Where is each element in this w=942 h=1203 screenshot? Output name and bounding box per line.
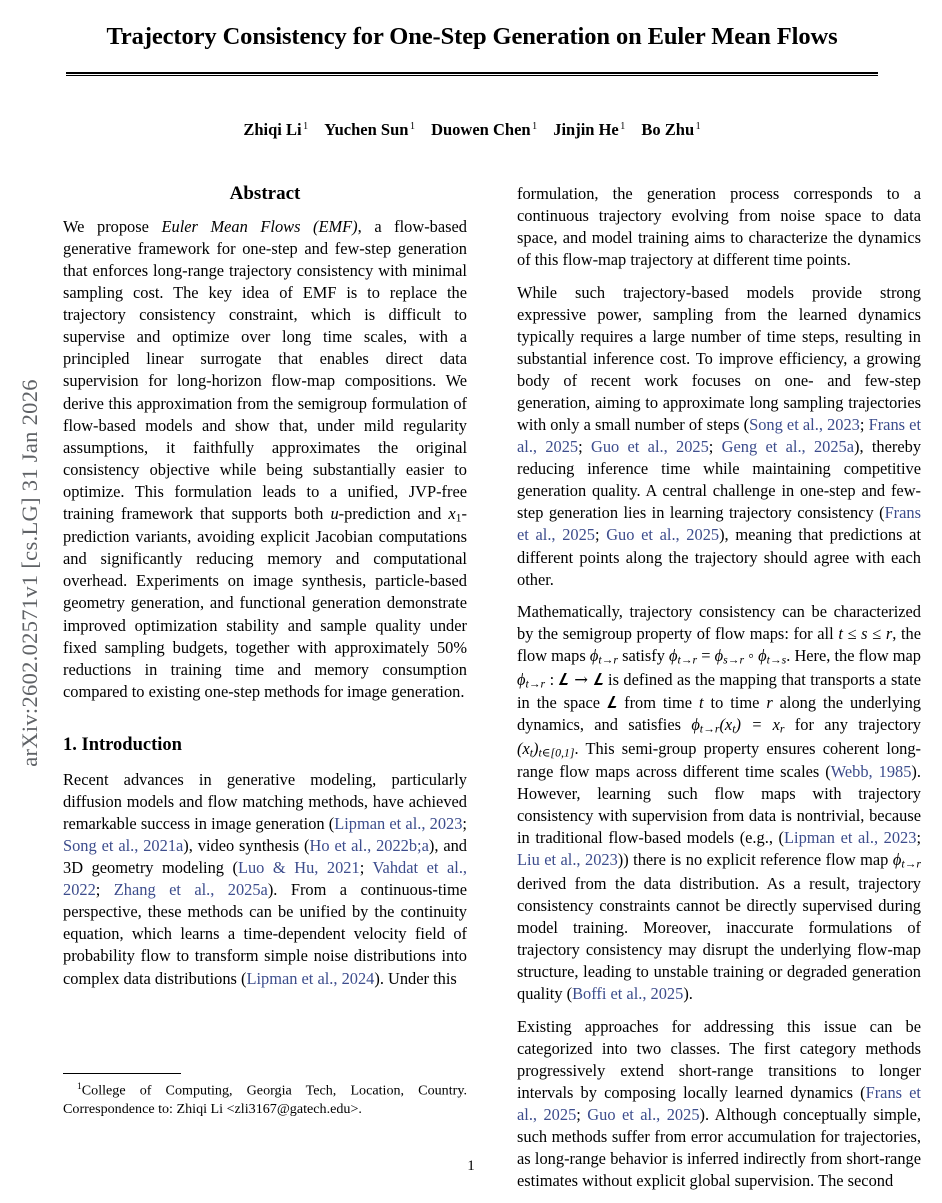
citation-link[interactable]: Boffi et al., 2025 <box>572 984 684 1004</box>
citation-link[interactable]: Lipman et al., 2023 <box>784 828 917 848</box>
text-run: Mathematically, trajectory consistency can be characterized by the semigroup property of flow maps: for all <box>517 602 921 644</box>
footnote-body: College of Computing, Georgia Tech, Location, Country. Correspondence to: Zhiqi Li <zli3167@gatech.edu>. <box>63 1082 467 1118</box>
text-run: Recent advances in generative modeling, particularly diffusion models and flow matching methods, have achieved remarkable success in image generation ( <box>63 769 467 834</box>
math-arg: (x <box>719 715 733 735</box>
math-phi-subscript: t→r <box>525 676 546 691</box>
math-time-r: r <box>766 693 773 713</box>
text-run: is defined as the mapping that transports a state in the space <box>517 669 921 713</box>
abstract-heading: Abstract <box>229 183 301 204</box>
math-composition-operator: ◦ <box>744 646 759 666</box>
abstract-text-4: -prediction variants, avoiding explicit Jacobian computations and significantly reducing memory and computational overhead. Experiments on image synthesis, particle-based geometry generation, and functional generation demonstrate improved optimization stability and sample quality under fixed sampling budgets, together with approximately <box>63 503 467 657</box>
text-run: to time <box>703 693 767 713</box>
math-phi: ϕ <box>589 646 599 666</box>
author-affiliation-marker: 1 <box>532 120 538 132</box>
divider-thin-line <box>66 75 878 76</box>
text-run: While such trajectory-based models provide strong expressive power, sampling from the learned dynamics typically requires a large number of time steps, resulting in substantial inference cost. To improve efficiency, a growing body of recent work focuses on one- and few-step generation, aiming to approximate long sampling trajectories with only a small number of steps ( <box>517 282 921 435</box>
author-name: Jinjin He <box>553 120 619 139</box>
citation-link[interactable]: Lipman et al., 2024 <box>246 968 375 988</box>
page-number: 1 <box>467 1158 475 1174</box>
math-time-t: t <box>699 693 704 713</box>
text-run: ; <box>859 415 869 435</box>
text-run: . This semi-group property ensures coherent long-range flow maps across different time scales ( <box>517 738 921 782</box>
text-run: Existing approaches for addressing this issue can be categorized into two classes. The first category methods progressively extend short-range transitions to longer intervals by composing locally learned dynamics ( <box>517 1016 921 1102</box>
author-name: Zhiqi Li <box>243 120 302 139</box>
text-run: ; <box>594 525 607 545</box>
author-name: Duowen Chen <box>431 120 531 139</box>
intro-paragraph-1 <box>63 769 467 990</box>
title-block <box>66 22 878 77</box>
footnote-block <box>63 1073 467 1119</box>
author-entry <box>324 120 415 139</box>
math-phi-subscript: t→r <box>901 857 921 872</box>
author-entry <box>553 120 625 139</box>
text-run: ). <box>683 984 693 1004</box>
citation-link[interactable]: Song et al., 2021a <box>63 836 184 856</box>
math-space-X: 𝑳 <box>607 693 618 713</box>
math-phi-subscript: t→r <box>598 652 618 667</box>
text-run: ), thereby reducing inference time while maintaining competitive generation quality. A central challenge in one-step and few-step generation lies in learning trajectory consistency ( <box>517 437 922 523</box>
page-title: Trajectory Consistency for One-Step Generation on Euler Mean Flows <box>106 23 838 50</box>
math-time-ordering: t ≤ s ≤ r <box>838 624 893 644</box>
citation-link[interactable]: Ho et al., 2022b;a <box>309 836 429 856</box>
text-run: derived from the data distribution. As a result, trajectory consistency constraints cannot be directly supervised during model training. Moreover, inaccurate formulations of trajectory consistency may disrupt the underlying flow-map structure, leading to unstable training or degraded generation quality ( <box>517 873 921 1004</box>
math-phi-subscript: t→r <box>677 652 698 667</box>
introduction-section <box>63 734 467 990</box>
math-arg-end: ) = x <box>735 715 780 735</box>
citation-link[interactable]: Liu et al., 2023 <box>517 850 618 870</box>
citation-link[interactable]: Zhang et al., 2025a <box>113 880 268 900</box>
citation-link[interactable]: Webb, 1985 <box>830 762 912 782</box>
text-run: ). From a continuous-time perspective, these methods can be unified by the continuity equation, which learns a time-dependent velocity field of probability flow to transform simple noise distributions into complex data distributions ( <box>63 880 468 988</box>
math-phi-subscript: t→s <box>766 652 787 667</box>
citation-link[interactable]: Song et al., 2023 <box>749 415 860 435</box>
text-run: ; <box>95 880 114 900</box>
math-space-mapping: 𝑳 → 𝑳 <box>558 669 604 689</box>
text-run: ; <box>578 437 591 457</box>
math-arg-subscript: t <box>732 721 736 736</box>
citation-link[interactable]: Guo et al., 2025 <box>587 1105 700 1125</box>
citation-link[interactable]: Guo et al., 2025 <box>606 525 720 545</box>
citation-link[interactable]: Vahdat et al., 2022 <box>63 858 468 900</box>
author-list <box>66 120 878 140</box>
text-run: along the underlying dynamics, and satisfies <box>517 693 921 735</box>
math-phi: ϕ <box>691 715 700 735</box>
footnote-rule <box>63 1073 181 1074</box>
text-run: ). Although conceptually simple, such methods suffer from error accumulation for trajectories, as long-range behavior is inferred indirectly from short-range estimates without explicit global supervision. The second <box>517 1105 921 1191</box>
text-run: satisfy <box>618 646 669 666</box>
footnote-marker: 1 <box>77 1082 82 1092</box>
math-phi: ϕ <box>758 646 767 666</box>
math-x1-subscript: 1 <box>455 510 462 525</box>
math-x1-base: x <box>448 503 456 523</box>
text-run: ). Under this <box>374 968 457 988</box>
math-traj-close: ) <box>533 738 539 758</box>
math-phi: ϕ <box>517 669 526 689</box>
author-affiliation-marker: 1 <box>695 120 701 132</box>
math-u-prediction: u <box>330 503 339 523</box>
abstract-text-2: , a flow-based generative framework for one-step and few-step generation that enforces long-range trajectory consistency with minimal sampling cost. The key idea of EMF is to replace the trajectory consistency constraint, which is difficult to supervise and optimize over long time scales, with a principled linear surrogate that enables direct data supervision for long-horizon flow-map compositions. We derive this approximation from the semigroup formulation of flow-based models and show that, under mild regularity assumptions, it faithfully approximates the original consistency objective while being substantially easier to optimize. This formulation leads to a unified, JVP-free training framework that supports both <box>63 217 467 523</box>
math-traj-index-range: t∈[0,1] <box>538 745 575 760</box>
citation-link[interactable]: Guo et al., 2025 <box>591 437 709 457</box>
author-entry <box>431 120 537 139</box>
math-phi-subscript: t→r <box>699 721 720 736</box>
text-run: )) there is no explicit reference flow map <box>617 850 893 870</box>
text-run: ; <box>462 814 467 834</box>
citation-link[interactable]: Luo & Hu, 2021 <box>237 858 360 878</box>
abstract-text-3: -prediction and <box>338 503 449 523</box>
arxiv-stamp-text: arXiv:2602.02571v1 [cs.LG] 31 Jan 2026 <box>17 379 42 767</box>
abstract-italic-phrase: Euler Mean Flows (EMF) <box>161 217 358 236</box>
author-affiliation-marker: 1 <box>303 120 309 132</box>
math-phi: ϕ <box>892 850 902 870</box>
text-run: ), meaning that predictions at different points along the trajectory should agree with each other. <box>517 525 922 589</box>
text-run: ; <box>576 1105 588 1125</box>
right-paragraph-3 <box>517 601 921 1005</box>
arxiv-stamp <box>0 0 52 1200</box>
right-paragraph-1: formulation, the generation process corresponds to a continuous trajectory evolving from noise space to data space, and model training aims to characterize the dynamics of this flow-map trajectory at different time points. <box>517 184 921 270</box>
text-run: ), and 3D geometry modeling ( <box>63 836 468 878</box>
citation-link[interactable]: Frans et al., 2025 <box>517 415 921 457</box>
author-affiliation-marker: 1 <box>409 120 415 132</box>
author-affiliation-marker: 1 <box>620 120 626 132</box>
citation-link[interactable]: Geng et al., 2025a <box>721 437 855 457</box>
math-arg-end-subscript: r <box>779 721 785 736</box>
footnote-text <box>63 1081 467 1119</box>
text-run: from time <box>617 693 700 713</box>
text-run: ; <box>916 828 921 848</box>
right-paragraph-2 <box>517 282 921 591</box>
abstract-text-1: We propose <box>63 217 162 236</box>
section-heading-introduction: 1. Introduction <box>63 734 182 755</box>
text-run: , the flow maps <box>517 624 921 666</box>
author-entry <box>243 120 308 139</box>
math-traj-subscript: t <box>529 745 534 760</box>
citation-link[interactable]: Lipman et al., 2023 <box>334 814 463 834</box>
author-entry <box>641 120 700 139</box>
math-equals: = <box>697 646 715 666</box>
title-divider <box>66 72 878 77</box>
abstract-text-5: reductions in training time and memory consumption compared to existing one-step methods for image generation. <box>63 659 467 701</box>
citation-link[interactable]: Frans et al., 2025 <box>517 503 921 545</box>
math-traj-open: (x <box>517 738 530 758</box>
math-fifty-percent: 50% <box>436 637 467 657</box>
text-run: ). However, learning such flow maps with trajectory consistency with supervision from data is nontrivial, because in traditional flow-based models (e.g., ( <box>517 762 921 848</box>
text-run: ; <box>359 858 373 878</box>
text-run: for any trajectory <box>784 715 921 735</box>
citation-link[interactable]: Frans et al., 2025 <box>517 1082 921 1125</box>
math-phi: ϕ <box>714 646 724 666</box>
divider-thick-line <box>66 72 878 74</box>
abstract-body <box>63 216 467 703</box>
text-run: ), video synthesis ( <box>183 836 310 856</box>
math-phi-subscript: s→r <box>723 652 745 667</box>
text-run: . Here, the flow map <box>786 646 921 666</box>
author-name: Yuchen Sun <box>324 120 409 139</box>
author-name: Bo Zhu <box>641 120 695 139</box>
math-phi: ϕ <box>669 646 678 666</box>
text-run: ; <box>708 437 722 457</box>
left-column <box>63 183 467 1000</box>
math-colon: : <box>545 669 559 689</box>
right-column <box>517 183 921 1203</box>
